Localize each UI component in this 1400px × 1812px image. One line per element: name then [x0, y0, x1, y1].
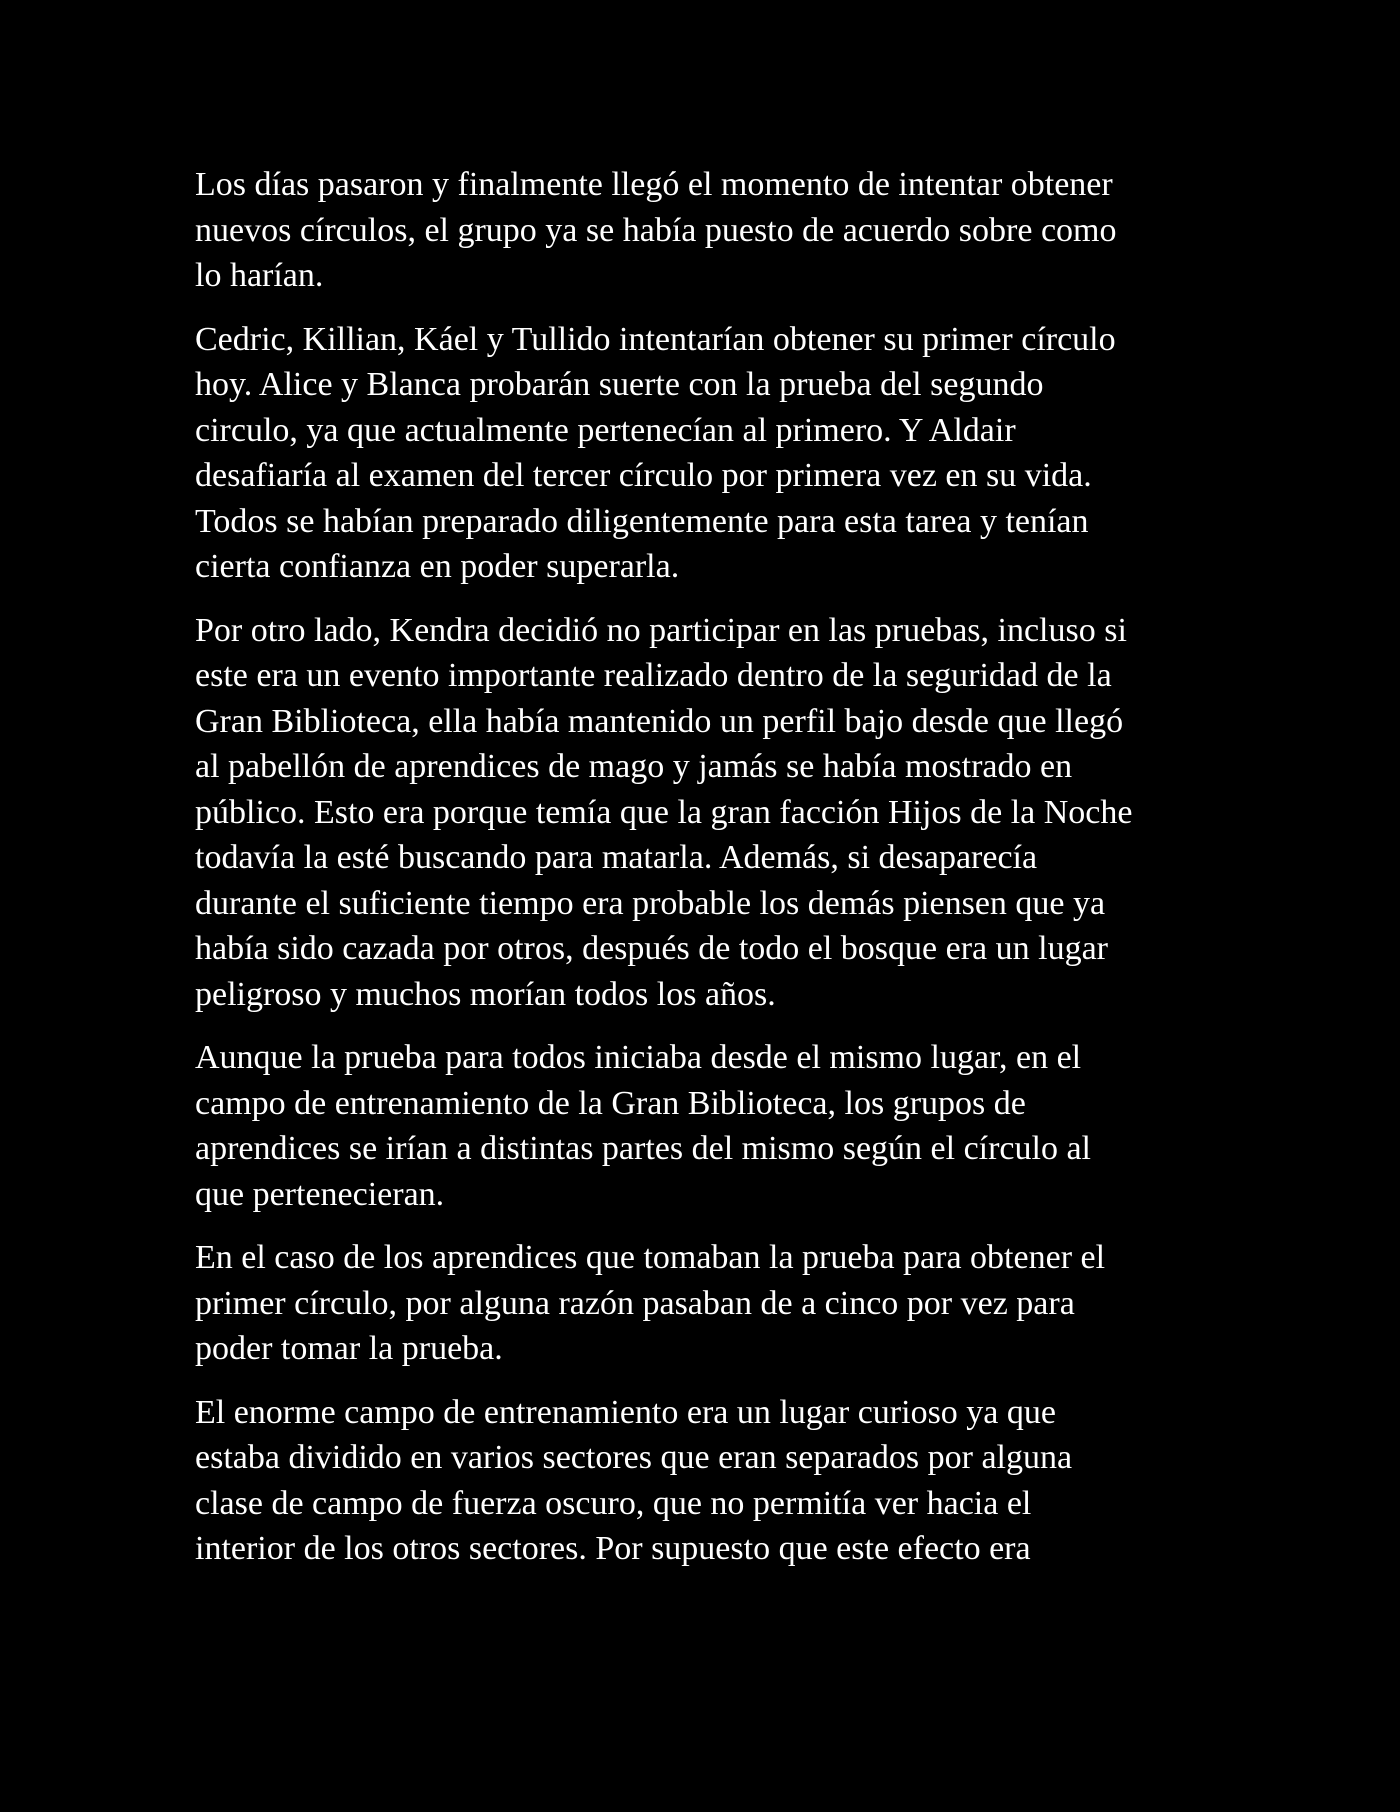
paragraph-1: Los días pasaron y finalmente llegó el momento de intentar obtener nuevos círculos, el grupo ya se había puesto de acuerdo sobre como lo harían. — [195, 166, 1117, 294]
paragraph-2: Cedric, Killian, Káel y Tullido intentarían obtener su primer círculo hoy. Alice y Blanca probarán suerte con la prueba del segundo circulo, ya que actualmente pertenecían al primero. Y Aldair desafiaría al examen del tercer círculo por primera vez en su vida. Todos se habían preparado diligentemente para esta tarea y tenían cierta confianza en poder superarla. — [195, 320, 1116, 585]
paragraph-3: Por otro lado, Kendra decidió no participar en las pruebas, incluso si este era un evento importante realizado dentro de la seguridad de la Gran Biblioteca, ella había mantenido un perfil bajo desde que llegó al pabellón de aprendices de mago y jamás se había mostrado en público. Esto era porque temía que la gran facción Hijos de la Noche todavía la esté buscando para matarla. Además, si desaparecía durante el suficiente tiempo era probable los demás piensen que ya había sido cazada por otros, después de todo el bosque era un lugar peligroso y muchos morían todos los años. — [195, 611, 1133, 1013]
paragraph-5: En el caso de los aprendices que tomaban la prueba para obtener el primer círculo, por alguna razón pasaban de a cinco por vez para poder tomar la prueba. — [195, 1239, 1106, 1367]
paragraph-4: Aunque la prueba para todos iniciaba desde el mismo lugar, en el campo de entrenamiento de la Gran Biblioteca, los grupos de aprendices se irían a distintas partes del mismo según el círculo al que pertenecieran. — [195, 1039, 1092, 1213]
paragraph-6: El enorme campo de entrenamiento era un lugar curioso ya que estaba dividido en varios sectores que eran separados por alguna clase de campo de fuerza oscuro, que no permitía ver hacia el interior de los otros sectores. Por supuesto que este efecto era — [195, 1393, 1073, 1567]
text-body — [195, 162, 1215, 1590]
